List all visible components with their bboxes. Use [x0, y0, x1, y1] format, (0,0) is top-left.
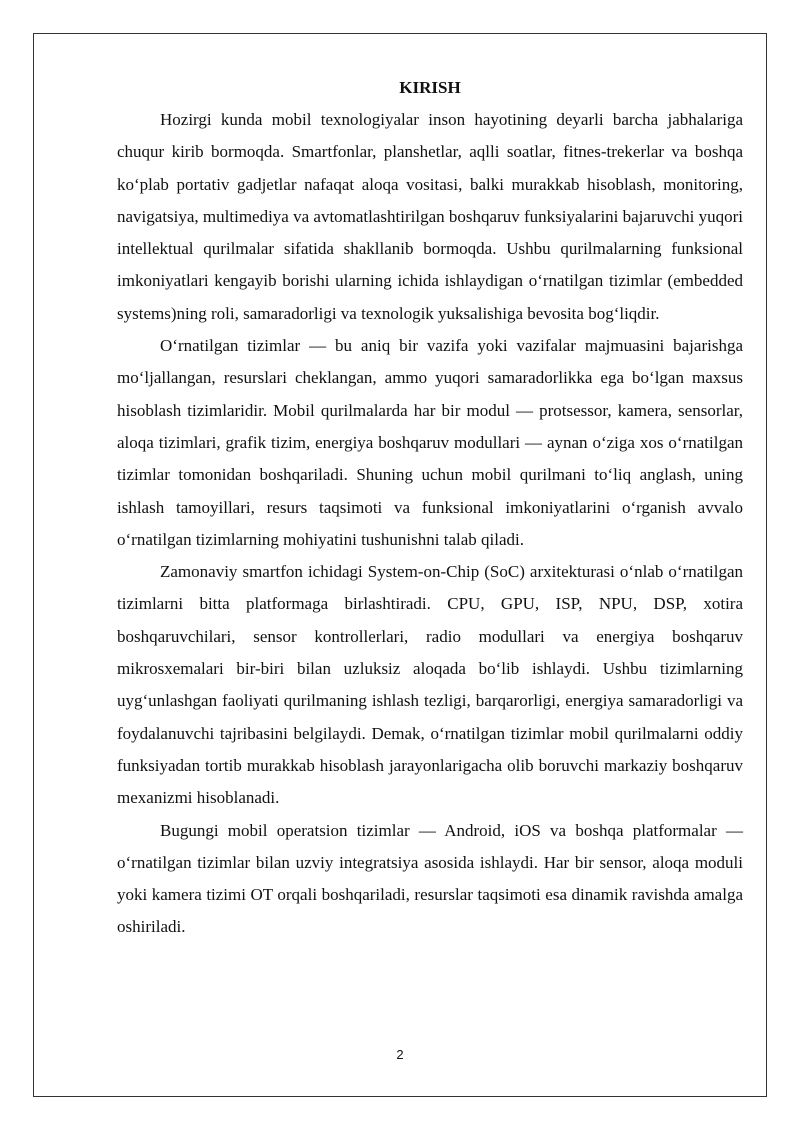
page-number: 2	[396, 1047, 404, 1062]
section-title: KIRISH	[399, 78, 461, 97]
paragraph-2: O‘rnatilgan tizimlar — bu aniq bir vazifa yoki vazifalar majmuasini bajarishga mo‘ljallangan, resurslari cheklangan, ammo yuqori samaradorlikka ega bo‘lgan maxsus hisoblash tizimlaridir. Mobil qurilmalarda har bir modul — protsessor, kamera, sensorlar, aloqa tizimlari, grafik tizim, energiya boshqaruv modullari — aynan o‘ziga xos o‘rnatilgan tizimlar tomonidan boshqariladi. Shuning uchun mobil qurilmani to‘liq anglash, uning ishlash tamoyillari, resurs taqsimoti va funksional imkoniyatlarini o‘rganish avvalo o‘rnatilgan tizimlarning mohiyatini tushunishni talab qiladi.	[117, 336, 743, 549]
document-body	[117, 76, 743, 944]
paragraph-3: Zamonaviy smartfon ichidagi System-on-Chip (SoC) arxitekturasi o‘nlab o‘rnatilgan tizimlarni bitta platformaga birlashtiradi. CPU, GPU, ISP, NPU, DSP, xotira boshqaruvchilari, sensor kontrollerlari, radio modullari va energiya boshqaruv mikrosxemalari bir-biri bilan uzluksiz aloqada bo‘lib ishlaydi. Ushbu tizimlarning uyg‘unlashgan faoliyati qurilmaning ishlash tezligi, barqarorligi, energiya samaradorligi va foydalanuvchi tajribasini belgilaydi. Demak, o‘rnatilgan tizimlar mobil qurilmalarni oddiy funksiyadan tortib murakkab hisoblash jarayonlarigacha olib boruvchi markaziy boshqaruv mexanizmi hisoblanadi.	[117, 562, 743, 808]
paragraph-4: Bugungi mobil operatsion tizimlar — Android, iOS va boshqa platformalar — o‘rnatilgan tizimlar bilan uzviy integratsiya asosida ishlaydi. Har bir sensor, aloqa moduli yoki kamera tizimi OT orqali boshqariladi, resurslar taqsimoti esa dinamik ravishda amalga oshiriladi.	[117, 820, 743, 937]
paragraph-1: Hozirgi kunda mobil texnologiyalar inson hayotining deyarli barcha jabhalariga chuqur kirib bormoqda. Smartfonlar, planshetlar, aqlli soatlar, fitnes-trekerlar va boshqa ko‘plab portativ gadjetlar nafaqat aloqa vositasi, balki murakkab hisoblash, monitoring, navigatsiya, multimediya va avtomatlashtirilgan boshqaruv funksiyalarini bajaruvchi yuqori intellektual qurilmalar sifatida shakllanib bormoqda. Ushbu qurilmalarning funksional imkoniyatlari kengayib borishi ularning ichida ishlaydigan o‘rnatilgan tizimlar (embedded systems)ning roli, samaradorligi va texnologik yuksalishiga bevosita bog‘liqdir.	[117, 110, 744, 323]
